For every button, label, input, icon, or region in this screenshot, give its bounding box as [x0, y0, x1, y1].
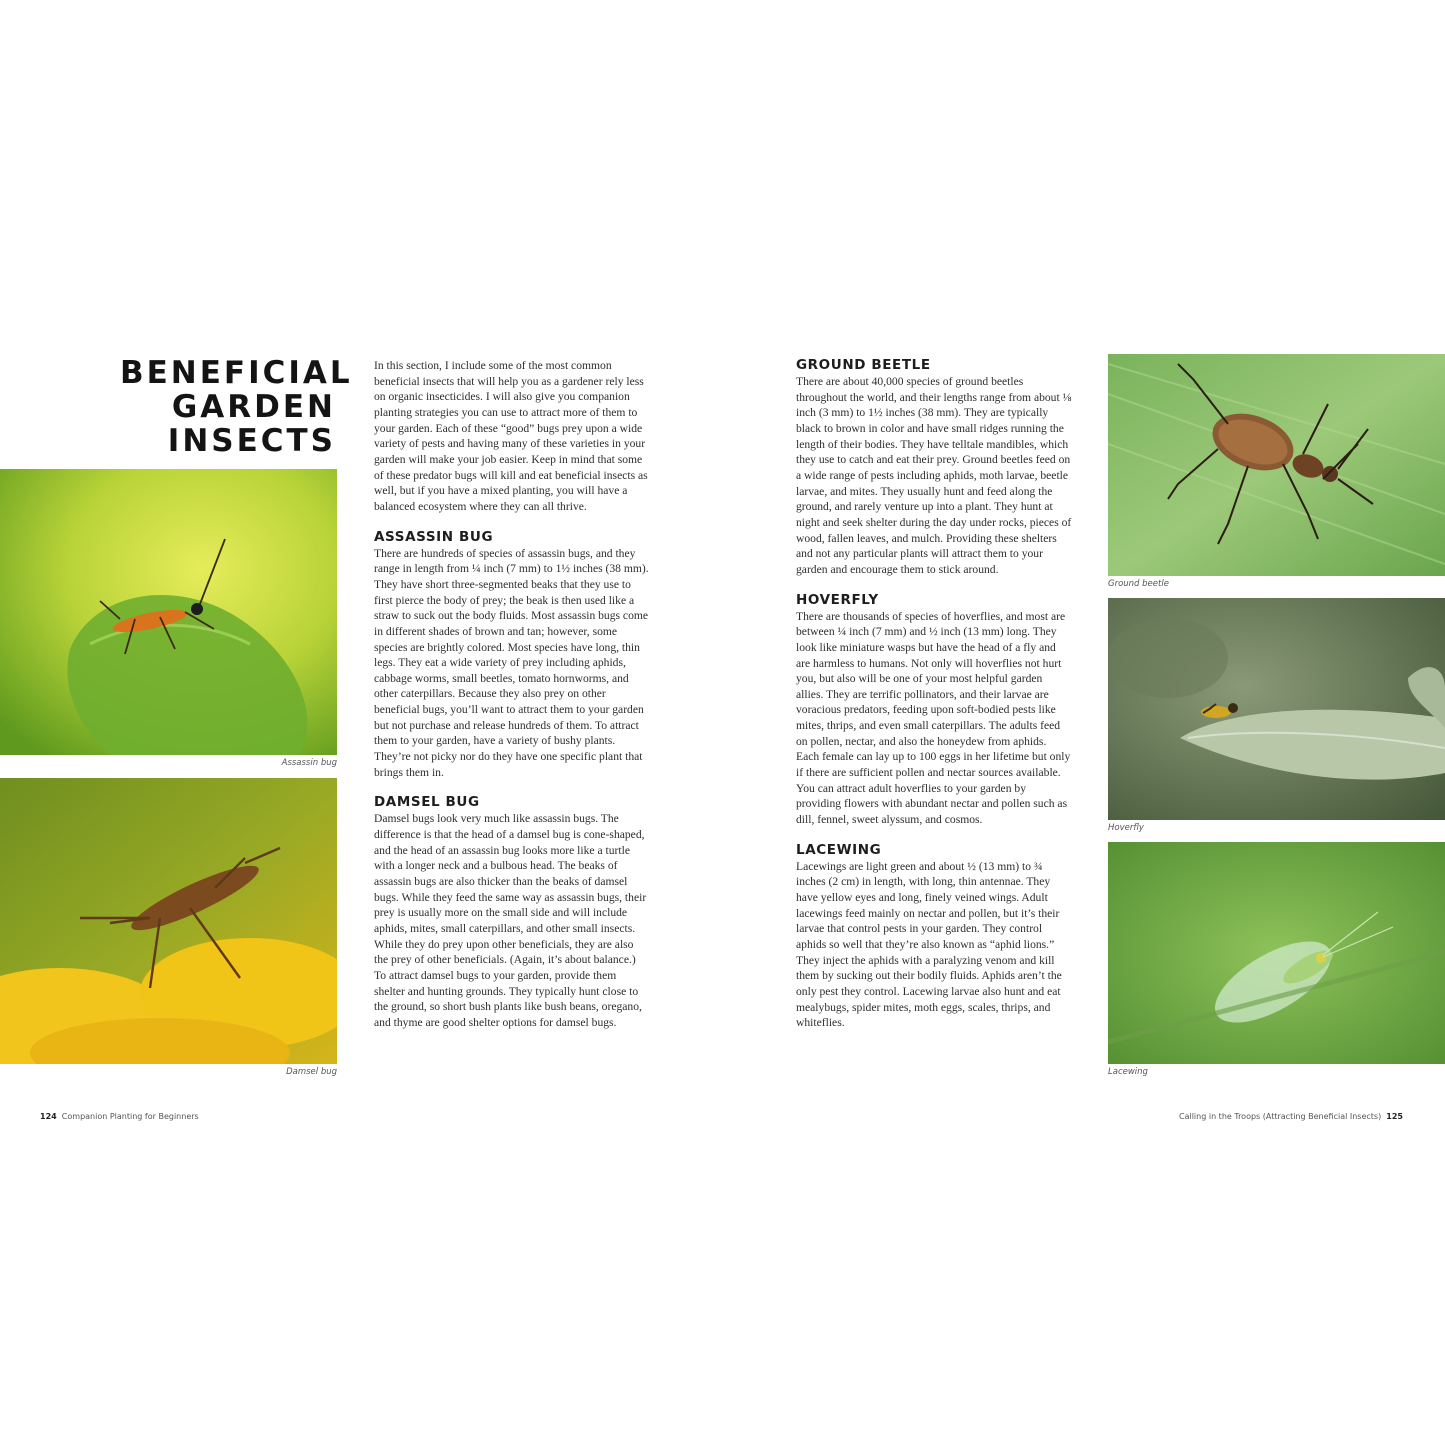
left-folio — [40, 1112, 199, 1122]
title-line-3: INSECTS — [167, 423, 336, 459]
lacewing-caption: Lacewing — [1108, 1067, 1148, 1077]
right-folio — [1179, 1112, 1403, 1122]
hoverfly-caption: Hoverfly — [1108, 823, 1144, 833]
damsel-bug-text: Damsel bugs look very much like assassin bugs. The difference is that the head of a damsel bug is cone-shaped, and the head of an assassin bug looks more like a turtle with a longer neck and a bulbous head. The beaks of assassin bugs are also thicker than the beaks of damsel bugs. While they feed the same way as assassin bugs, their prey is usually more on the small side and will include aphids, mites, small caterpillars, and other small insects. While they do prey upon other beneficials, they are also the prey of other beneficials. (Again, it’s about balance.) To attract damsel bugs to your garden, provide them shelter and hunting grounds. They typically hunt close to the ground, so short bush plants like bush beans, oregano, and thyme are good shelter options for damsel bugs. — [374, 812, 647, 1029]
lacewing-photo — [1108, 842, 1445, 1064]
left-running-title: Companion Planting for Beginners — [61, 1112, 199, 1121]
damsel-bug-heading: DAMSEL BUG — [374, 794, 480, 811]
damsel-bug-caption: Damsel bug — [286, 1067, 337, 1077]
assassin-bug-text: There are hundreds of species of assassin bugs, and they range in length from ¼ inch (7 mm) to 1½ inches (38 mm). They have short three-segmented beaks that they use to first pierce the body of prey; the beak is then used like a straw to suck out the body fluids. Most assassin bugs come in different shades of brown and tan; however, some species are brightly colored. Most species have long, thin legs. They eat a wide variety of prey including aphids, cabbage worms, small beetles, tomato hornworms, and other caterpillars. Because they also prey on other beneficial bugs, you’ll want to attract them to your garden but not purchase and release hundreds of them. To attract them to your garden, have a variety of bushy plants. They’re not picky nor do they have one specific plant that brings them in. — [374, 546, 649, 779]
hoverfly-photo — [1108, 598, 1445, 820]
ground-beetle-photo — [1108, 354, 1445, 576]
title-line-1: BENEFICIAL — [120, 355, 353, 391]
damsel-bug-photo — [0, 778, 337, 1064]
ground-beetle-text: There are about 40,000 species of ground beetles throughout the world, and their lengths range from about ⅛ inch (3 mm) to 1½ inches (38 mm). They are typically black to brown in color and have small ridges running the length of their bodies. They have telltale mandibles, which they use to catch and eat their prey. Ground beetles feed on a wide range of pests including aphids, moth larvae, beetle larvae, and mites. They usually hunt and feed along the ground, and rarely venture up into a plant. They hunt at night and seek shelter during the day under rocks, pieces of wood, fallen leaves, and mulch. Providing these shelters and not any particular plants will attract them to your garden and encourage them to stick around. — [796, 375, 1072, 576]
assassin-bug-heading: ASSASSIN BUG — [374, 528, 494, 545]
page-title — [120, 355, 353, 459]
left-page-number: 124 — [40, 1112, 57, 1121]
text-column-right — [796, 357, 1072, 1031]
right-page-number: 125 — [1386, 1112, 1403, 1121]
lacewing-text: Lacewings are light green and about ½ (13 mm) to ¾ inches (2 cm) in length, with long, thin antennae. They have yellow eyes and long, finely veined wings. Adult lacewings feed mainly on nectar and pollen, but it’s their larvae that control pests in your garden. They control aphids so well that they’re also known as “aphid lions.” They inject the aphids with a paralyzing venom and kill them by sucking out their bodily fluids. Aphids aren’t the only pest they control. Lacewing larvae also hunt and eat mealybugs, spider mites, moth eggs, scales, thrips, and whiteflies. — [796, 859, 1062, 1030]
title-line-2: GARDEN — [171, 389, 336, 425]
lacewing-heading: LACEWING — [796, 841, 882, 858]
assassin-bug-caption: Assassin bug — [281, 758, 337, 768]
hoverfly-heading: HOVERFLY — [796, 591, 879, 608]
intro-paragraph: In this section, I include some of the most common beneficial insects that will help you as a gardener rely less on organic insecticides. I will also give you companion planting strategies you can use to attract more of them to your garden. Each of these “good” bugs prey upon a wide variety of pests and having many of these varieties in your garden will make your job easier. Keep in mind that some of these predator bugs will kill and eat beneficial insects as well, but if you have a mixed planting, you will have a balanced ecosystem where they can all thrive. — [374, 359, 648, 513]
text-column-left — [374, 358, 650, 1031]
ground-beetle-heading: GROUND BEETLE — [796, 357, 931, 373]
hoverfly-text: There are thousands of species of hoverflies, and most are between ¼ inch (7 mm) and ½ inch (13 mm) long. They look like miniature wasps but have the head of a fly and are harmless to humans. Not only will hoverflies not hurt you, but also will be one of your most helpful garden allies. They are terrific pollinators, and their larvae are voracious predators, feeding upon soft-bodied pests like mites, thrips, and even small caterpillars. The adults feed on pollen, nectar, and also the honeydew from aphids. Each female can lay up to 100 eggs in her lifetime but only if there are sufficient pollen and nectar sources available. You can attract adult hoverflies to your garden by providing flowers with abundant nectar and pollen such as dill, fennel, sweet alyssum, and cosmos. — [796, 609, 1071, 827]
right-running-title: Calling in the Troops (Attracting Beneficial Insects) — [1179, 1112, 1382, 1121]
assassin-bug-photo — [0, 469, 337, 755]
ground-beetle-caption: Ground beetle — [1108, 579, 1169, 589]
